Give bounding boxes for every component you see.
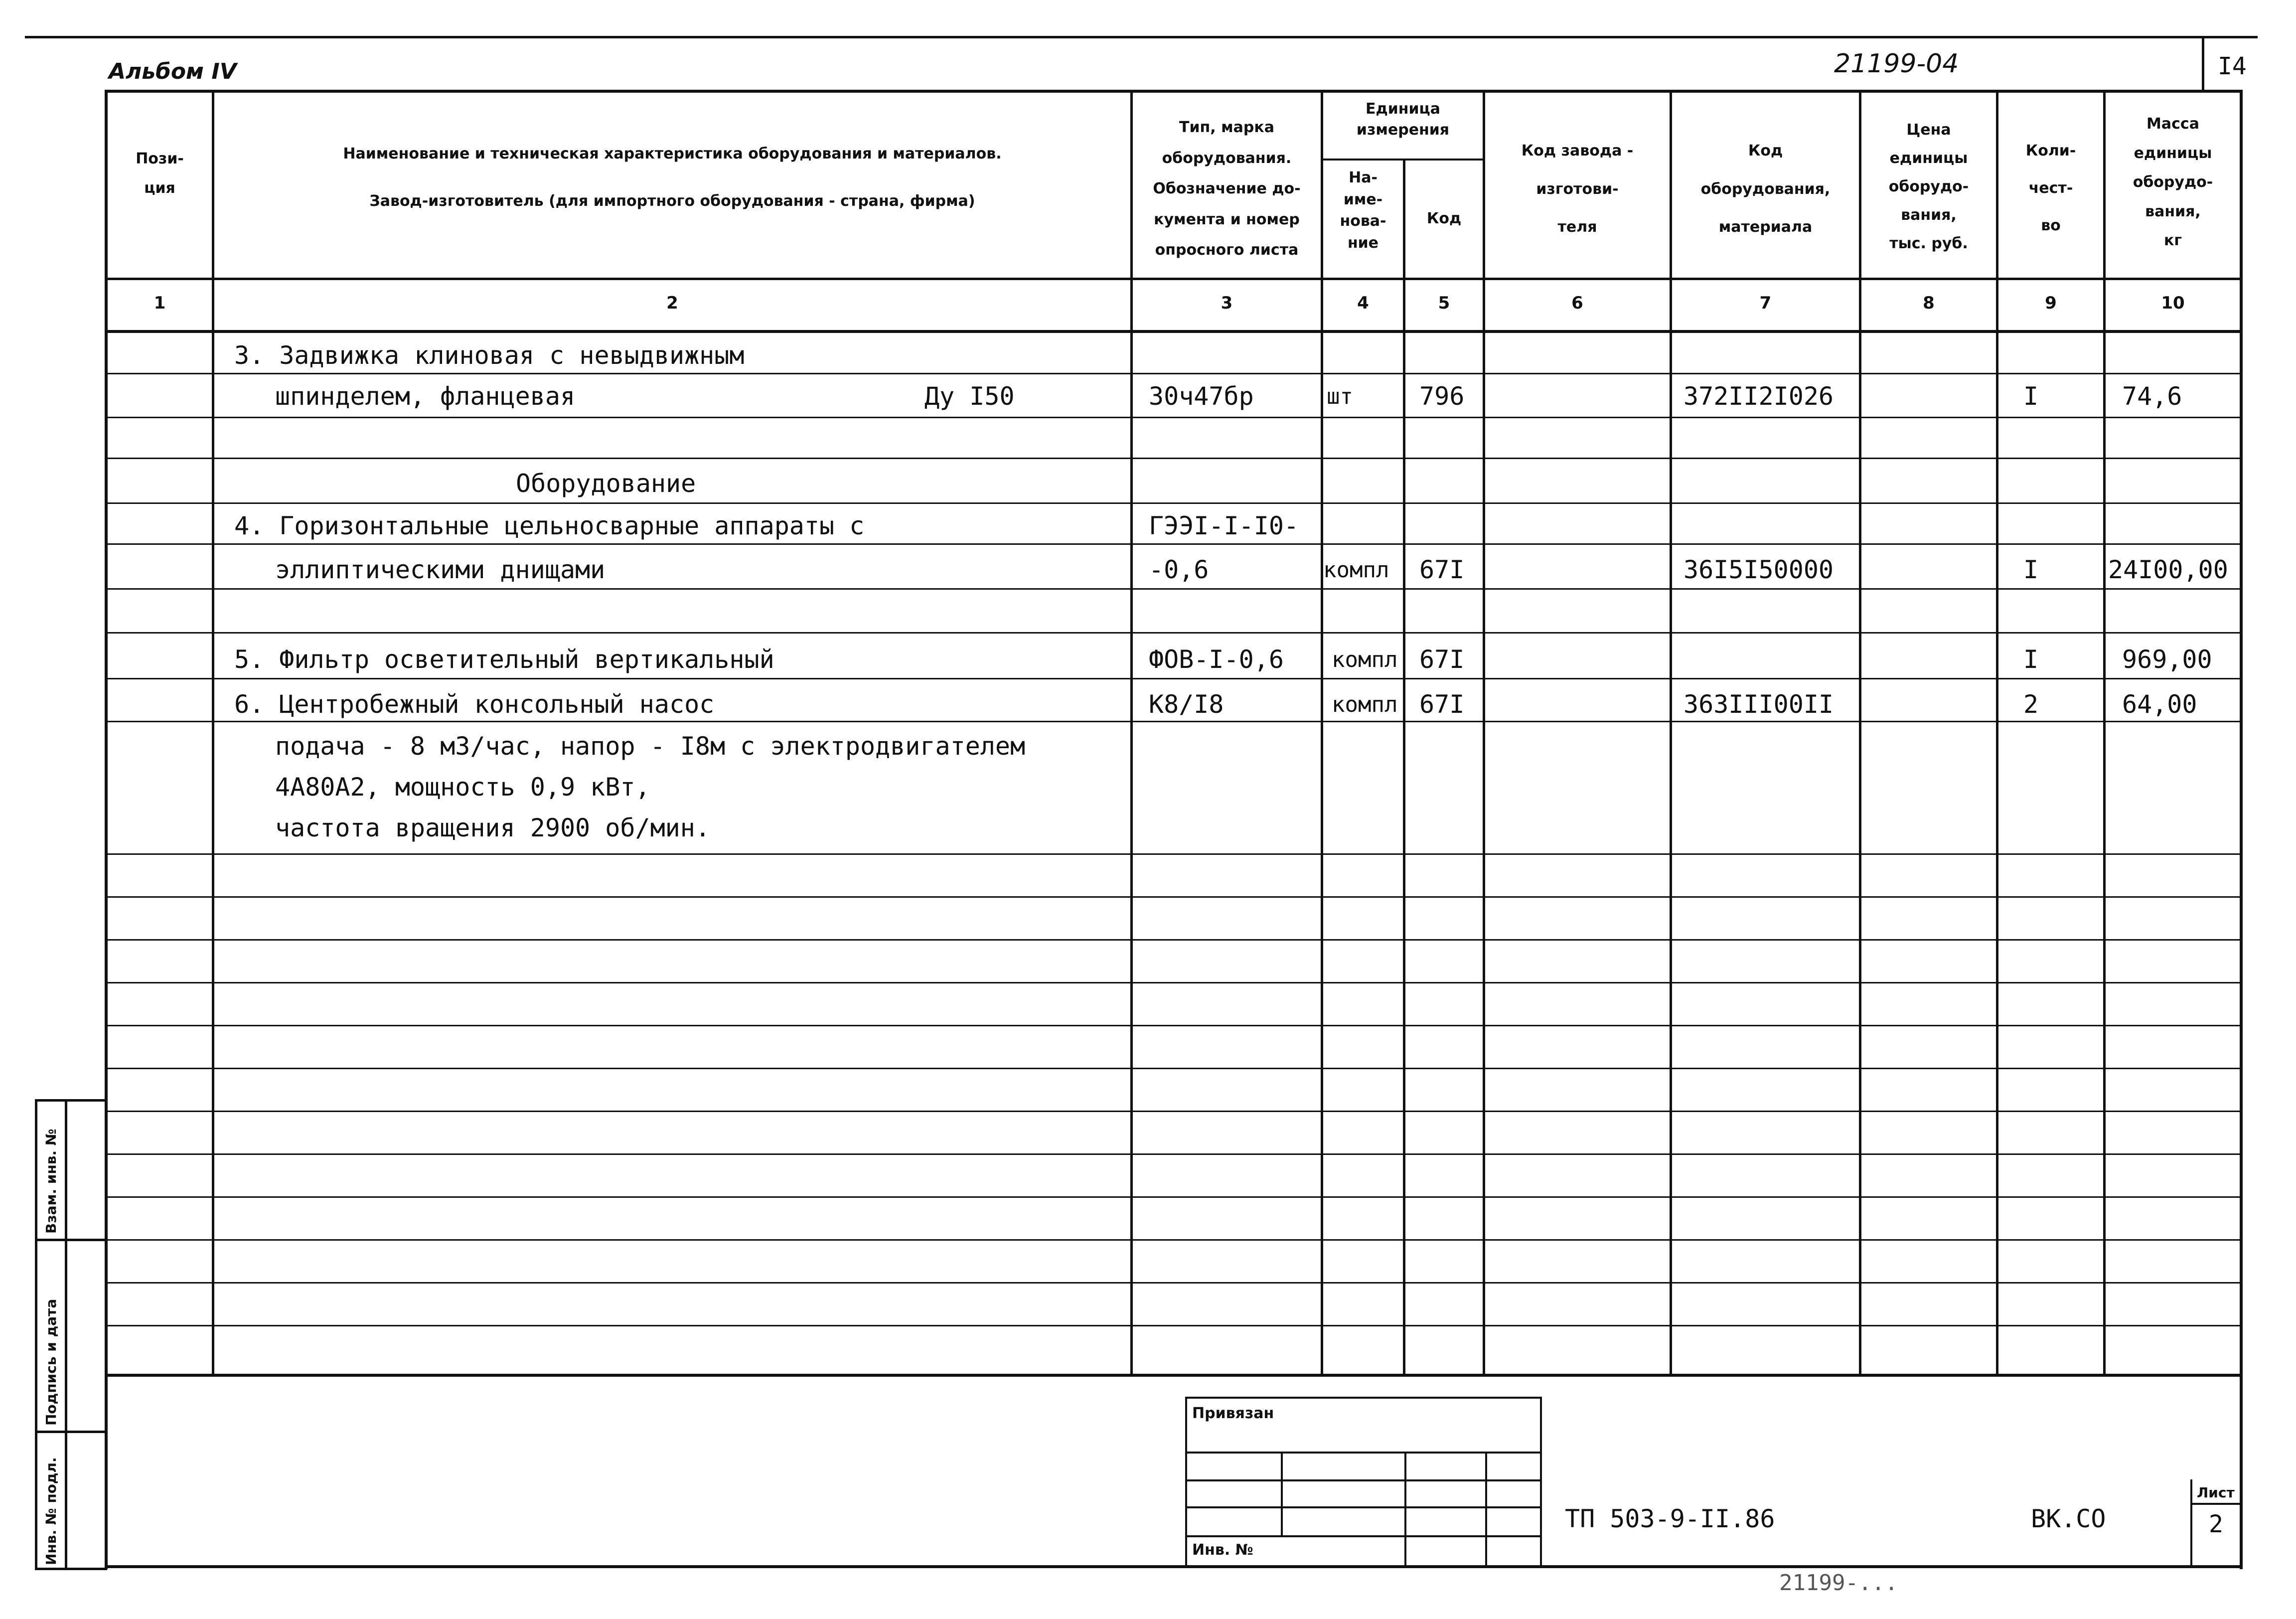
item-nominal-size: Ду I50 xyxy=(924,382,1015,411)
item-quantity: 2 xyxy=(2023,690,2039,719)
side-label-original-inv: Инв. № подл. xyxy=(43,1457,59,1565)
column-number-2: 2 xyxy=(666,293,678,313)
stamp-inv-no-label: Инв. № xyxy=(1192,1541,1253,1559)
row-divider xyxy=(105,939,2243,941)
item-type: ФОВ-I-0,6 xyxy=(1149,645,1284,674)
row-divider xyxy=(105,543,2243,545)
header-equipment-code: Код оборудования, материала xyxy=(1700,142,1831,236)
row-divider xyxy=(105,632,2243,634)
item-description: 4А80А2, мощность 0,9 кВт, xyxy=(275,773,650,802)
item-name: эллиптическими днищами xyxy=(275,555,606,584)
column-number-9: 9 xyxy=(2045,293,2057,313)
sheet-number: 2 xyxy=(2209,1510,2223,1538)
item-type: ГЭЭI-I-I0- xyxy=(1149,511,1299,540)
column-number-7: 7 xyxy=(1759,293,1772,313)
item-mass: 969,00 xyxy=(2122,645,2212,674)
item-description: частота вращения 2900 об/мин. xyxy=(275,813,710,842)
header-factory-code: Код завода - изготови- теля xyxy=(1521,142,1634,236)
item-type: К8/I8 xyxy=(1149,690,1224,719)
column-number-6: 6 xyxy=(1571,293,1583,313)
column-number-8: 8 xyxy=(1923,293,1935,313)
header-unit-code: Код xyxy=(1426,210,1462,227)
item-quantity: I xyxy=(2023,382,2039,411)
column-number-3: 3 xyxy=(1221,293,1233,313)
item-name: шпинделем, фланцевая xyxy=(275,382,576,411)
stamp-attached-label: Привязан xyxy=(1192,1405,1274,1422)
item-unit: шт xyxy=(1327,384,1353,409)
item-unit: компл xyxy=(1332,692,1398,717)
column-number-10: 10 xyxy=(2161,293,2185,313)
header-price: Цена единицы оборудо- вания, тыс. руб. xyxy=(1888,121,1969,252)
row-divider xyxy=(105,1239,2243,1241)
row-divider xyxy=(105,853,2243,855)
row-divider xyxy=(105,982,2243,983)
row-divider xyxy=(105,458,2243,459)
header-mass: Масса единицы оборудо- вания, кг xyxy=(2133,115,2213,249)
side-label-signature-date: Подпись и дата xyxy=(43,1298,59,1426)
header-unit-group: Единица измерения xyxy=(1356,100,1450,139)
item-mass: 74,6 xyxy=(2122,382,2182,411)
row-divider xyxy=(105,1025,2243,1026)
item-quantity: I xyxy=(2023,645,2039,674)
item-type: -0,6 xyxy=(1149,555,1209,584)
bottom-mark: 21199-... xyxy=(1779,1570,1898,1596)
sheet-label: Лист xyxy=(2197,1484,2235,1501)
header-unit-name: На- име- нова- ние xyxy=(1340,169,1386,252)
doc-code: ТП 503-9-II.86 xyxy=(1565,1504,1775,1533)
item-name: 4. Горизонтальные цельносварные аппараты с xyxy=(234,511,865,540)
doc-number: 21199-04 xyxy=(1834,49,1959,79)
row-divider xyxy=(105,678,2243,679)
column-number-1: 1 xyxy=(153,293,166,313)
item-unit: компл xyxy=(1332,647,1398,672)
doc-section: ВК.СО xyxy=(2031,1504,2106,1533)
row-divider xyxy=(105,721,2243,722)
column-number-5: 5 xyxy=(1438,293,1450,313)
item-mass: 24I00,00 xyxy=(2108,555,2228,584)
item-description: подача - 8 м3/час, напор - I8м с электродвигателем xyxy=(275,732,1026,761)
item-name: 3. Задвижка клиновая с невыдвижным xyxy=(234,341,745,370)
item-mass: 64,00 xyxy=(2122,690,2197,719)
item-unit-code: 67I xyxy=(1419,690,1465,719)
row-divider xyxy=(105,373,2243,374)
row-divider xyxy=(105,1325,2243,1326)
header-manufacturer: Завод-изготовитель (для импортного оборудования - страна, фирма) xyxy=(369,192,975,210)
section-heading: Оборудование xyxy=(516,469,696,498)
item-name: 6. Центробежный консольный насос xyxy=(234,690,715,719)
row-divider xyxy=(105,588,2243,590)
item-quantity: I xyxy=(2023,555,2039,584)
item-type: 30ч47бр xyxy=(1149,382,1254,411)
item-equipment-code: 363III00II xyxy=(1684,690,1834,719)
row-divider xyxy=(105,1111,2243,1112)
item-equipment-code: 36I5I50000 xyxy=(1684,555,1834,584)
header-quantity: Коли- чест- во xyxy=(2025,142,2076,234)
item-name: 5. Фильтр осветительный вертикальный xyxy=(234,645,774,674)
row-divider xyxy=(105,1196,2243,1198)
item-unit-code: 67I xyxy=(1419,555,1465,584)
album-label: Альбом IV xyxy=(109,59,237,84)
item-equipment-code: 372II2I026 xyxy=(1684,382,1834,411)
row-divider xyxy=(105,1282,2243,1284)
column-number-4: 4 xyxy=(1357,293,1369,313)
item-unit: компл xyxy=(1323,557,1389,583)
row-divider xyxy=(105,1153,2243,1155)
page-number: I4 xyxy=(2218,52,2247,80)
row-divider xyxy=(105,896,2243,898)
item-unit-code: 796 xyxy=(1419,382,1465,411)
side-label-replaced-inv: Взам. инв. № xyxy=(43,1129,59,1234)
row-divider xyxy=(105,1068,2243,1069)
header-type: Тип, марка оборудования. Обозначение до- кумента и номер опросного листа xyxy=(1153,119,1301,259)
row-divider xyxy=(105,502,2243,504)
header-name: Наименование и техническая характеристика оборудования и материалов. xyxy=(343,145,1002,162)
item-unit-code: 67I xyxy=(1419,645,1465,674)
row-divider xyxy=(105,417,2243,418)
header-position: Пози- ция xyxy=(136,150,184,197)
